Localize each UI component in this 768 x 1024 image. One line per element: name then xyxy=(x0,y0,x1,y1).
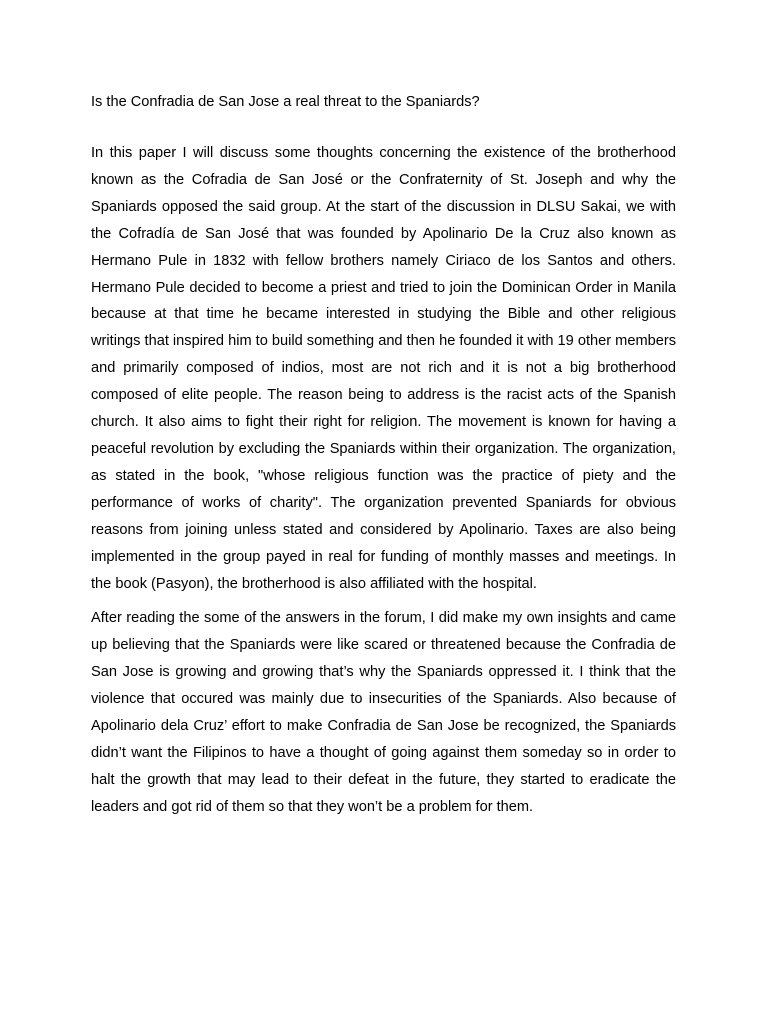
document-title: Is the Confradia de San Jose a real threat to the Spaniards? xyxy=(91,94,480,110)
paragraph-1: In this paper I will discuss some thoughts concerning the existence of the brotherhood known as the Cofradia de San José or the Confraternity of St. Joseph and why the Spaniards opposed the said group. At the start of the discussion in DLSU Sakai, we with the Cofradía de San José that was founded by Apolinario De la Cruz also known as Hermano Pule in 1832 with fellow brothers namely Ciriaco de los Santos and others. Hermano Pule decided to become a priest and tried to join the Dominican Order in Manila because at that time he became interested in studying the Bible and other religious writings that inspired him to build something and then he founded it with 19 other members and primarily composed of indios, most are not rich and it is not a big brotherhood composed of elite people. The reason being to address is the racist acts of the Spanish church. It also aims to fight their right for religion. The movement is known for having a peaceful revolution by excluding the Spaniards within their organization. The organization, as stated in the book, "whose religious function was the practice of piety and the performance of works of charity". The organization prevented Spaniards for obvious reasons from joining unless stated and considered by Apolinario. Taxes are also being implemented in the group payed in real for funding of monthly masses and meetings. In the book (Pasyon), the brotherhood is also affiliated with the hospital. xyxy=(91,145,676,592)
paragraph-2: After reading the some of the answers in the forum, I did make my own insights and came up believing that the Spaniards were like scared or threatened because the Confradia de San Jose is growing and growing that’s why the Spaniards oppressed it. I think that the violence that occured was mainly due to insecurities of the Spaniards. Also because of Apolinario dela Cruz’ effort to make Confradia de San Jose be recognized, the Spaniards didn’t want the Filipinos to have a thought of going against them someday so in order to halt the growth that may lead to their defeat in the future, they started to eradicate the leaders and got rid of them so that they won’t be a problem for them. xyxy=(91,610,676,815)
